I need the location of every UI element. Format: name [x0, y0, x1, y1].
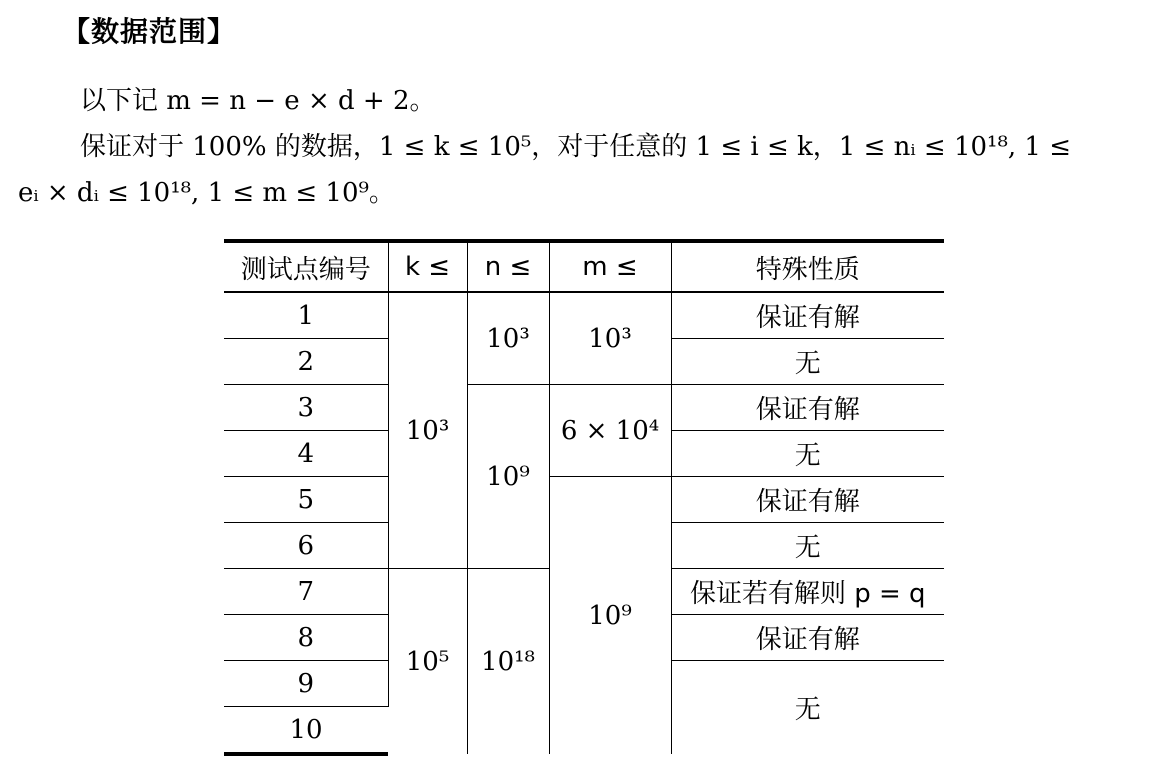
table-row — [224, 292, 944, 339]
test-id-cell: 1 — [224, 292, 388, 339]
header-m: m ≤ — [549, 241, 671, 292]
n-cell: 10¹⁸ — [467, 569, 549, 755]
test-id-cell: 10 — [224, 707, 388, 755]
property-cell: 无 — [671, 523, 944, 569]
property-cell: 无 — [671, 661, 944, 755]
paragraph-line-3: eᵢ × dᵢ ≤ 10¹⁸, 1 ≤ m ≤ 10⁹。 — [18, 178, 395, 208]
header-test-id: 测试点编号 — [224, 241, 388, 292]
test-id-cell: 7 — [224, 569, 388, 615]
n-cell: 10³ — [467, 292, 549, 385]
header-k: k ≤ — [388, 241, 467, 292]
test-id-cell: 2 — [224, 339, 388, 385]
data-range-table — [224, 239, 944, 756]
m-cell: 10⁹ — [549, 477, 671, 755]
test-id-cell: 9 — [224, 661, 388, 707]
property-cell: 保证若有解则 p = q — [671, 569, 944, 615]
k-cell: 10⁵ — [388, 569, 467, 755]
property-cell: 无 — [671, 431, 944, 477]
section-title: 【数据范围】 — [62, 15, 237, 48]
test-id-cell: 5 — [224, 477, 388, 523]
table-header-row — [224, 241, 944, 292]
property-cell: 保证有解 — [671, 292, 944, 339]
property-cell: 保证有解 — [671, 615, 944, 661]
header-property: 特殊性质 — [671, 241, 944, 292]
test-id-cell: 8 — [224, 615, 388, 661]
table-row — [224, 477, 944, 523]
property-cell: 无 — [671, 339, 944, 385]
test-id-cell: 4 — [224, 431, 388, 477]
paragraph-line-2: 保证对于 100% 的数据，1 ≤ k ≤ 10⁵，对于任意的 1 ≤ i ≤ k，1 ≤ nᵢ ≤ 10¹⁸, 1 ≤ — [80, 132, 1071, 162]
property-cell: 保证有解 — [671, 385, 944, 431]
m-cell: 6 × 10⁴ — [549, 385, 671, 477]
n-cell: 10⁹ — [467, 385, 549, 569]
table-row — [224, 385, 944, 431]
header-n: n ≤ — [467, 241, 549, 292]
m-cell: 10³ — [549, 292, 671, 385]
test-id-cell: 3 — [224, 385, 388, 431]
test-id-cell: 6 — [224, 523, 388, 569]
k-cell: 10³ — [388, 292, 467, 569]
paragraph-line-1: 以下记 m = n − e × d + 2。 — [80, 86, 436, 116]
property-cell: 保证有解 — [671, 477, 944, 523]
